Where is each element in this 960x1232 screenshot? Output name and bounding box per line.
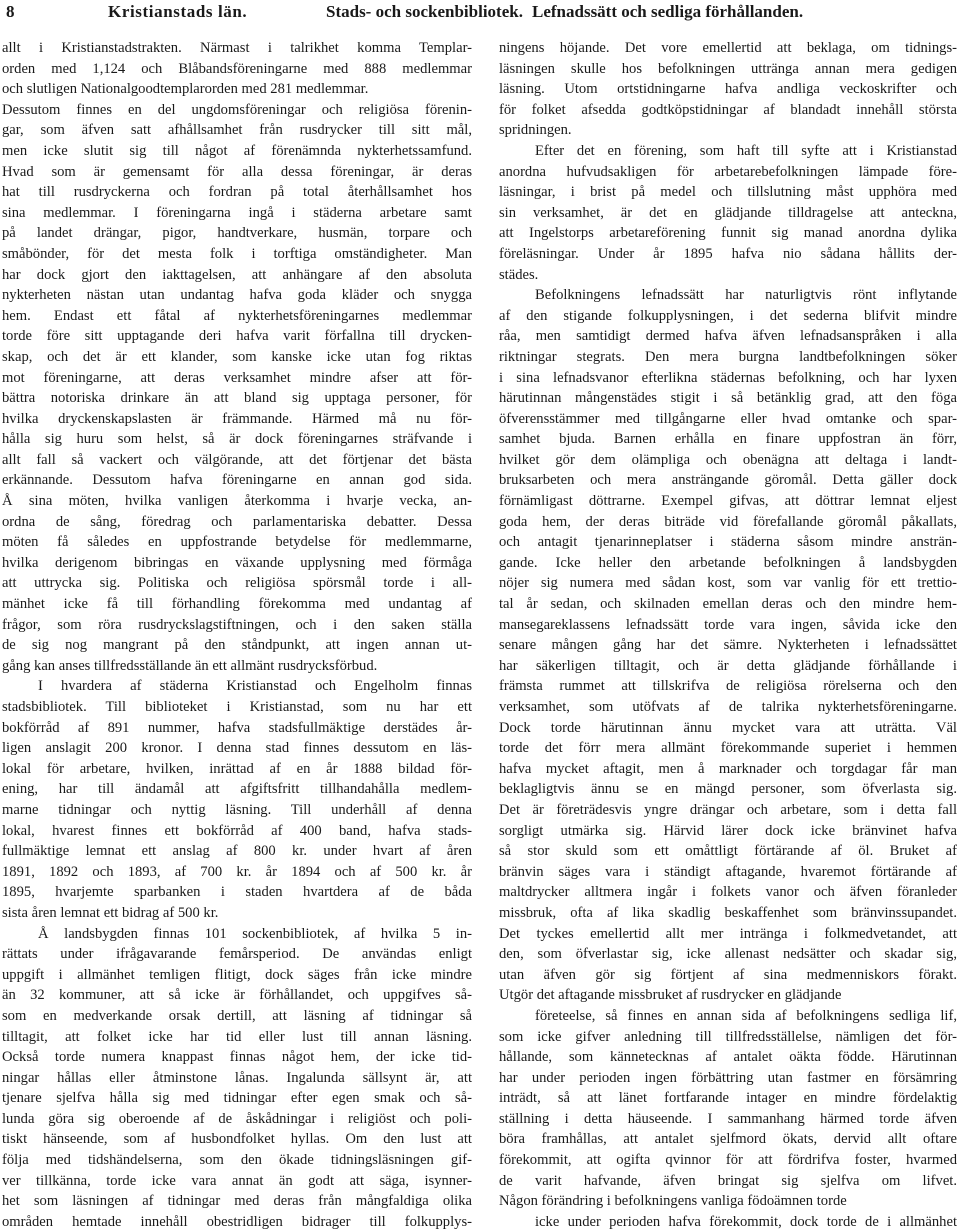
text-line: hvilket gör dem olämpliga och obenägna att deltaga i landt- xyxy=(499,451,957,468)
text-line: råa, men samtidigt dermed hafva äfven lefnadsanspråken i alla xyxy=(499,328,957,345)
text-line: Dessutom finnes en del ungdomsföreningar och religiösa förenin- xyxy=(2,101,472,118)
text-line: följa med tidshändelserna, som den ökade tidningsläsningen gif- xyxy=(2,1152,472,1169)
text-line: I hvardera af städerna Kristianstad och Engelholm finnas xyxy=(38,678,472,695)
text-line: föreläsningar. Under år 1895 hafva nio sådana hållits der- xyxy=(499,245,957,262)
text-line: sin verksamhet, är det en glädjande tilldragelse att anteckna, xyxy=(499,204,957,221)
text-line: ningar hållas eller åtminstone lånas. Ingalunda sällsynt är, att xyxy=(2,1069,472,1086)
text-line: läsningar, i brist på medel och tillslutning måst upphöra med xyxy=(499,184,957,201)
text-line: mansegareklassens lefnadssätt torde vara ingen, såvida icke den xyxy=(499,616,957,633)
text-line: Någon förändring i befolkningens vanliga födoämnen torde xyxy=(499,1193,847,1210)
header-title-right: Lefnadssätt och sedliga förhållanden. xyxy=(532,2,804,21)
text-line: samhet bjuda. Barnen erhålla en finare uppfostran än förr, xyxy=(499,431,957,448)
text-line: bränvin säges vara i ständigt aftagande, hvaremot förtärande af xyxy=(499,863,957,880)
text-line: utan äfven gör sig förtjent af sina medmenniskors förakt. xyxy=(499,966,957,983)
text-line: gande. Icke heller den arbetande befolkningen å landsbygden xyxy=(499,554,957,571)
text-line: Utgör det aftagande missbruket af rusdrycker en glädjande xyxy=(499,987,842,1004)
text-line: ligen anslagit 200 kronor. I denna stad finnes dessutom en läs- xyxy=(2,740,472,757)
text-line: fullmäktige lemnat ett anslag af 800 kr. under hvart af åren xyxy=(2,843,472,860)
text-line: lokal, hvarest finnes ett bokförråd af 400 band, hafva stads- xyxy=(2,822,472,839)
text-line: lokal för arbetare, hvilken, inrättad af en år 1888 bildad för- xyxy=(2,760,472,777)
text-line: hafva mycket aftagit, men å marknader och torgdagar får man xyxy=(499,760,957,777)
text-line: torde det förr mera allmänt förekommande superiet i hemmen xyxy=(499,740,957,757)
text-line: lunda göra sig oberoende af de åskådningar i religiöst och poli- xyxy=(2,1110,472,1127)
text-line: maltdrycker alltmera ingår i folkets vanor och äfven föranleder xyxy=(499,884,957,901)
text-line: de varit hafvande, äfven bringat sig sjelfva om lifvet. xyxy=(499,1172,957,1189)
text-line: erkännande. Dessutom hafva föreningarne en annan god sida. xyxy=(2,472,472,489)
text-line: och antagit tjenarinneplatser i städerna såsom mindre ansträn- xyxy=(499,534,957,551)
text-line: hvilka derigenom bibringas en växande upplysning med förmåga xyxy=(2,554,472,571)
text-line: ningens höjande. Det vore emellertid att beklaga, om tidnings- xyxy=(499,40,957,56)
text-line: ordna de sång, föredrag och parlamentariska debatter. Dessa xyxy=(2,513,472,530)
text-line: ver tillkänna, torde icke vara annat än godt att säga, isynner- xyxy=(2,1172,472,1189)
text-line: mänhet icke få till förhandling förekomma med undantag af xyxy=(2,596,472,613)
text-line: riktningar stegrats. Den mera burgna landtbefolkningen söker xyxy=(499,348,957,365)
text-line: rättats under ifrågavarande femårsperiod. De användas enligt xyxy=(2,946,472,963)
text-line: på landet drängar, pigor, handtverkare, husmän, torpare och xyxy=(2,225,472,242)
text-line: så stor skuld som ett omåttligt förtärande af öl. Bruket af xyxy=(499,843,957,860)
text-line: allt i Kristianstadstrakten. Närmast i talrikhet komma Templar- xyxy=(2,40,472,56)
text-line: frågor, som röra rusdryckslagstiftningen, och i den saken ställa xyxy=(2,616,472,633)
text-line: områden hemtade innehåll obestridligen bidrager till folkupplys- xyxy=(2,1213,472,1230)
text-line: bruksarbeten och mera ansträngande göromål. Detta gäller dock xyxy=(499,472,957,489)
text-line: Hvad som är gemensamt för alla dessa föreningar, är deras xyxy=(2,163,472,180)
text-line: nykterheten nästan utan undantag hafva goda kläder och snygga xyxy=(2,287,472,304)
text-line: småbönder, för det mesta folk i torftiga omständigheter. Man xyxy=(2,245,472,262)
text-line: nöjer sig numera med sådan kost, som var vanlig för ett trettio- xyxy=(499,575,957,592)
text-line: Å landsbygden finnas 101 sockenbibliotek, af hvilka 5 in- xyxy=(38,925,472,942)
text-line: Dock torde härutinnan ännu mycket vara att uträtta. Väl xyxy=(499,719,957,736)
text-line: bokförråd af 891 nummer, hafva stadsfullmäktige derstädes år- xyxy=(2,719,472,736)
text-line: men icke slutit sig till något af förenämnda nykterhetssamfund. xyxy=(2,142,472,159)
text-line: ställning i detta häuseende. I sammanhang härmed torde äfven xyxy=(499,1110,957,1127)
text-line: Det är företrädesvis yngre drängar och arbetare, som i detta fall xyxy=(499,801,957,818)
text-line: böra framhållas, att antalet sjelfmord ökats, dervid allt oftare xyxy=(499,1131,957,1148)
header-title-left: Kristianstads län. xyxy=(108,2,248,21)
text-line: tilltagit, att folket icke har tid eller lust till annan läsning. xyxy=(2,1028,472,1045)
text-line: orden med 1,124 och Blåbandsföreningarne med 888 medlemmar xyxy=(2,60,472,77)
text-line: sorgligt utmärka sig. Härvid lärer dock icke bränvinet hafva xyxy=(499,822,957,839)
text-line: tal år sedan, och skilnaden emellan deras och den mindre hem- xyxy=(499,596,957,613)
text-line: sina medlemmar. I föreningarna ingå i städerna arbetare samt xyxy=(2,204,472,221)
text-line: i sina lefnadsvanor efterlikna städernas befolkning, och har lyxen xyxy=(499,369,957,386)
header-title-mid: Stads- och sockenbibliotek. xyxy=(326,2,523,21)
text-line: senare mången gång har det sämre. Nykterheten i lefnadssättet xyxy=(499,637,957,654)
text-line: missbruk, ofta af lika skadlig beskaffenhet som bränvinssupandet. xyxy=(499,904,957,921)
text-line: möten få således en uppfostrande betydelse för medlemmarne, xyxy=(2,534,472,551)
text-line: Å sina möten, hvilka vanligen återkomma i hvarje vecka, an- xyxy=(2,493,472,510)
text-line: marne tidningar och nyttig läsning. Till underhåll af denna xyxy=(2,801,472,818)
text-line: och slutligen Nationalgoodtemplarorden med 281 medlemmar. xyxy=(2,81,369,98)
text-line: ening, har till ändamål att afgiftsfritt tillhandahålla medlem- xyxy=(2,781,472,798)
text-line: förnämligast döttrarne. Exempel gifvas, att döttrar lemnat eljest xyxy=(499,493,957,510)
text-line: förekommit, att ogifta qvinnor för att fördrifva foster, hvarmed xyxy=(499,1152,957,1169)
text-line: 1891, 1892 och 1893, af 700 kr. år 1894 och af 500 kr. år xyxy=(2,863,472,880)
text-line: goda hem, der deras biträde vid förefallande göromål påkallats, xyxy=(499,513,957,530)
text-line: den, som öfverlastar sig, icke allenast nedsätter och skadar sig, xyxy=(499,946,957,963)
text-line: städes. xyxy=(499,266,539,283)
text-line: beklagligtvis ännu se en mängd personer, som öfverlasta sig. xyxy=(499,781,957,798)
text-line: het som läsningen af tidningar med deras från mångfaldiga olika xyxy=(2,1193,472,1210)
text-line: gång kan anses tillfredsställande än ett allmänt rusdrycksförbud. xyxy=(2,657,378,674)
text-line: torde före sitt upptagande deri hafva varit förfallna till drycken- xyxy=(2,328,472,345)
text-line: spridningen. xyxy=(499,122,572,139)
text-line: härutinnan mångenstädes stigit i så betänklig grad, att den föga xyxy=(499,390,957,407)
text-line: gar, som äfven satt afhållsamhet från rusdrycker till sitt mål, xyxy=(2,122,472,139)
page-number: 8 xyxy=(6,2,15,21)
text-line: företeelse, så finnes en annan sida af befolkningens sedliga lif, xyxy=(535,1007,957,1024)
text-line: att Ingelstorps arbetareförening funnit sig manad anordna dylika xyxy=(499,225,957,242)
text-line: Befolkningens lefnadssätt har naturligtvis rönt inflytande xyxy=(535,287,957,304)
text-line: som icke gifver anledning till tillfredsställelse, nämligen det för- xyxy=(499,1028,957,1045)
text-line: främsta rummet att tillskrifva de religiösa rörelserna och den xyxy=(499,678,957,695)
text-line: skap, och det är ett klander, som kanske icke utan fog riktas xyxy=(2,348,472,365)
text-line: tjenare sjelfva hålla sig med tidningar efter egen smak och så- xyxy=(2,1090,472,1107)
text-line: hvilka dryckenskapslasten är främmande. Härmed må nu för- xyxy=(2,410,472,427)
text-line: 1895, hvarjemte sparbanken i staden hvartdera af de båda xyxy=(2,884,472,901)
text-line: hem. Endast ett fåtal af nykterhetsföreningarnes medlemmar xyxy=(2,307,472,324)
text-line: sista åren lemnat ett bidrag af 500 kr. xyxy=(2,904,219,921)
text-line: allt fall så vackert och välgörande, att det förtjenar det bästa xyxy=(2,451,472,468)
text-line: har dock gjort den iakttagelsen, att anhängare af den absoluta xyxy=(2,266,472,283)
right-column xyxy=(499,38,957,1232)
text-line: läsning. Utom ortstidningarne hafva andliga veckoskrifter och xyxy=(499,81,957,98)
text-line: icke under perioden hafva förekommit, dock torde de i allmänhet xyxy=(535,1213,957,1230)
text-line: tiskt hänseende, som af husbondfolket hyllas. Om den lust att xyxy=(2,1131,472,1148)
text-line: Efter det en förening, som haft till syfte att i Kristianstad xyxy=(535,142,957,159)
text-line: inträdt, så att länet fortfarande intager en mindre fördelaktig xyxy=(499,1090,957,1107)
running-header xyxy=(0,0,960,24)
text-line: att uttrycka sig. Politiska och religiösa spörsmål torde i all- xyxy=(2,575,472,592)
text-line: verksamhet, som utöfvats af de talrika nykterhetsföreningarne. xyxy=(499,699,957,715)
text-line: än 32 kommuner, att så icke är förhållandet, och uppgifves så- xyxy=(2,987,472,1004)
text-line: de sig nog mangrant på den ståndpunkt, att ingen annan ut- xyxy=(2,637,472,654)
text-line: Också torde numera knappast finnas något hem, der icke tid- xyxy=(2,1049,472,1066)
text-line: öfverensstämmer med tillgångarne eller hvad omtanke och spar- xyxy=(499,410,957,427)
text-line: läsningen skulle hos befolkningen uttränga annan mera gedigen xyxy=(499,60,957,77)
text-line: stadsbibliotek. Till biblioteket i Kristianstad, som nu har ett xyxy=(2,699,472,715)
text-line: hållande, som kännetecknas af antalet oäkta födde. Härutinnan xyxy=(499,1049,957,1066)
text-line: uppgift i allmänhet temligen flitigt, dock säges från icke mindre xyxy=(2,966,472,983)
text-line: har säkerligen tilltagit, och är detta glädjande förhållande i xyxy=(499,657,957,674)
text-line: bättra notoriska drinkare än att bland sig upptaga personer, för xyxy=(2,390,472,407)
text-line: för folket afsedda godtköpstidningar af blandadt innehåll största xyxy=(499,101,957,118)
text-line: som en medverkande orsak dertill, att läsning af tidningar så xyxy=(2,1007,472,1024)
text-line: mot föreningarne, att deras verksamhet mindre afser att för- xyxy=(2,369,472,386)
text-line: Det tyckes emellertid allt mer inträngа i folkmedvetandet, att xyxy=(499,925,957,942)
text-line: anordna hufvudsakligen för arbetarebefolkningen lämpade före- xyxy=(499,163,957,180)
text-line: hålla sig huru som helst, så är dock föreningarnes sträfvande i xyxy=(2,431,472,448)
text-line: hat till rusdryckerna och fordran på total återhållsamhet hos xyxy=(2,184,472,201)
left-column xyxy=(2,38,472,1232)
text-line: af den stigande folkupplysningen, i det sederna blifvit mindre xyxy=(499,307,957,324)
text-line: har under perioden ingen förbättring utan fastmer en försämring xyxy=(499,1069,957,1086)
